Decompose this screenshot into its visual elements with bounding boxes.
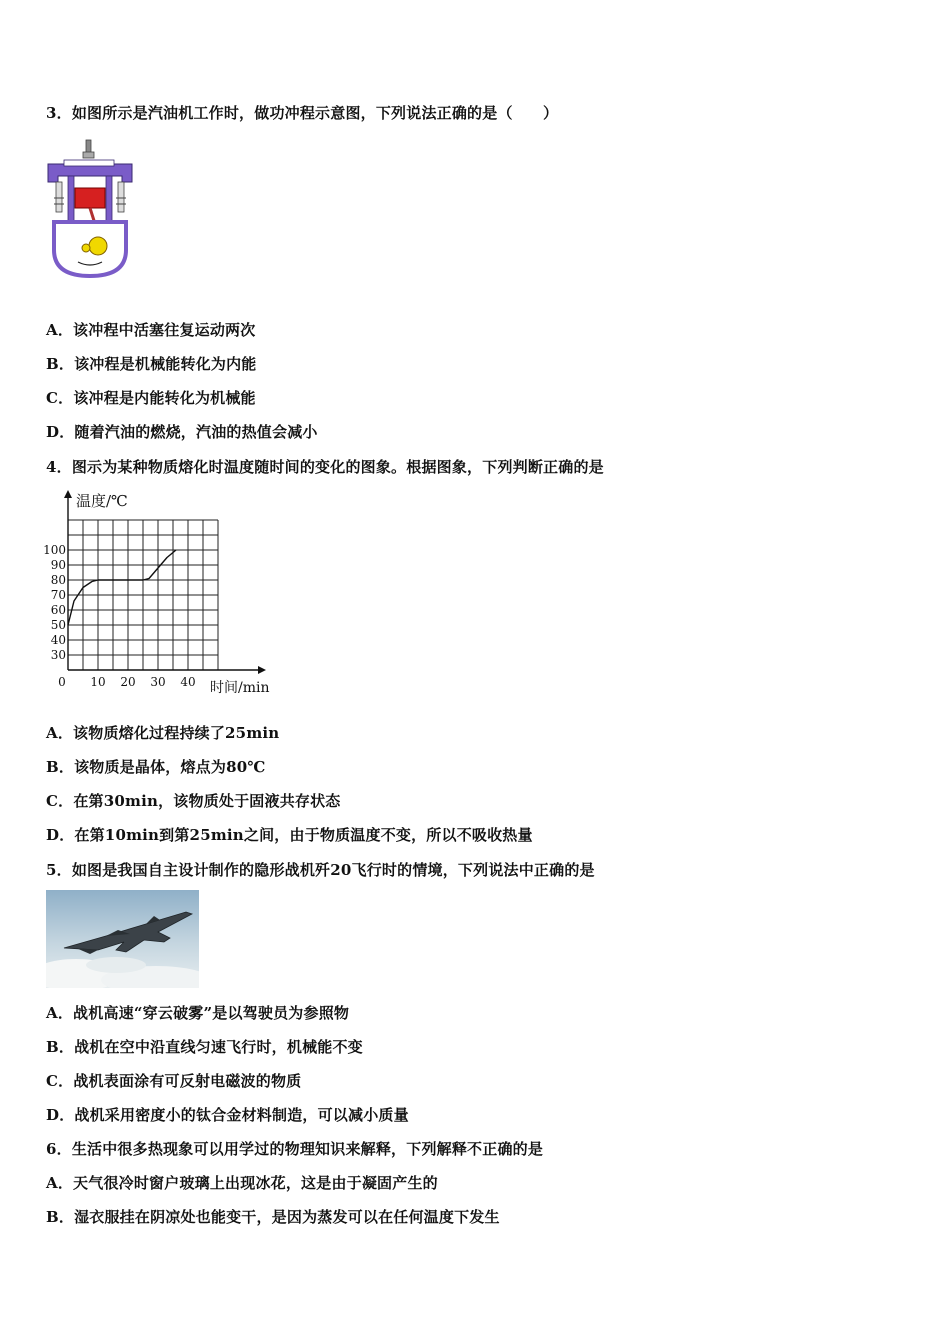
q3-option-a: A．该冲程中活塞往复运动两次: [46, 321, 256, 339]
q5-stem: 5．如图是我国自主设计制作的隐形战机歼20飞行时的情境，下列说法中正确的是: [46, 861, 595, 879]
q5-option-d: D．战机采用密度小的钛合金材料制造，可以减小质量: [46, 1106, 409, 1124]
q3-option-d: D．随着汽油的燃烧，汽油的热值会减小: [46, 423, 318, 441]
q5-option-b: B．战机在空中沿直线匀速飞行时，机械能不变: [46, 1038, 363, 1056]
q4-option-c: C．在第30min，该物质处于固液共存状态: [46, 792, 341, 810]
y-tick-label: 40: [50, 633, 66, 647]
x-tick-label: 30: [150, 675, 166, 689]
x-tick-label: 20: [120, 675, 136, 689]
q3-option-b: B．该冲程是机械能转化为内能: [46, 355, 257, 373]
q3-stem: 3．如图所示是汽油机工作时，做功冲程示意图，下列说法正确的是（ ）: [46, 104, 559, 122]
y-axis-label: 温度/℃: [76, 492, 128, 510]
series-line: [68, 550, 176, 625]
fighter-jet-photo: [46, 890, 199, 988]
x-tick-label: 0: [58, 675, 66, 689]
q3-option-c: C．该冲程是内能转化为机械能: [46, 389, 256, 407]
y-tick-label: 80: [50, 573, 66, 587]
y-tick-label: 50: [50, 618, 66, 632]
x-axis-arrow: [258, 666, 266, 674]
q4-option-b: B．该物质是晶体，熔点为80℃: [46, 758, 266, 776]
q6-stem: 6．生活中很多热现象可以用学过的物理知识来解释，下列解释不正确的是: [46, 1140, 544, 1158]
y-tick-label: 70: [50, 588, 66, 602]
q4-stem: 4．图示为某种物质熔化时温度随时间的变化的图象。根据图象，下列判断正确的是: [46, 458, 604, 476]
engine-diagram: [44, 138, 136, 280]
x-axis-label: 时间/min: [210, 680, 270, 696]
x-tick-label: 40: [180, 675, 196, 689]
y-tick-label: 90: [50, 558, 66, 572]
y-tick-label: 100: [43, 543, 66, 557]
melting-chart: [40, 488, 290, 703]
q4-option-d: D．在第10min到第25min之间，由于物质温度不变，所以不吸收热量: [46, 826, 533, 844]
q6-option-b: B．湿衣服挂在阴凉处也能变干，是因为蒸发可以在任何温度下发生: [46, 1208, 500, 1226]
x-tick-label: 10: [90, 675, 106, 689]
q4-option-a: A．该物质熔化过程持续了25min: [46, 724, 280, 742]
y-tick-label: 60: [50, 603, 66, 617]
y-tick-label: 30: [50, 648, 66, 662]
q5-option-c: C．战机表面涂有可反射电磁波的物质: [46, 1072, 302, 1090]
y-axis-arrow: [64, 490, 72, 498]
q6-option-a: A．天气很冷时窗户玻璃上出现冰花，这是由于凝固产生的: [46, 1174, 438, 1192]
q5-option-a: A．战机高速“穿云破雾”是以驾驶员为参照物: [46, 1004, 350, 1022]
